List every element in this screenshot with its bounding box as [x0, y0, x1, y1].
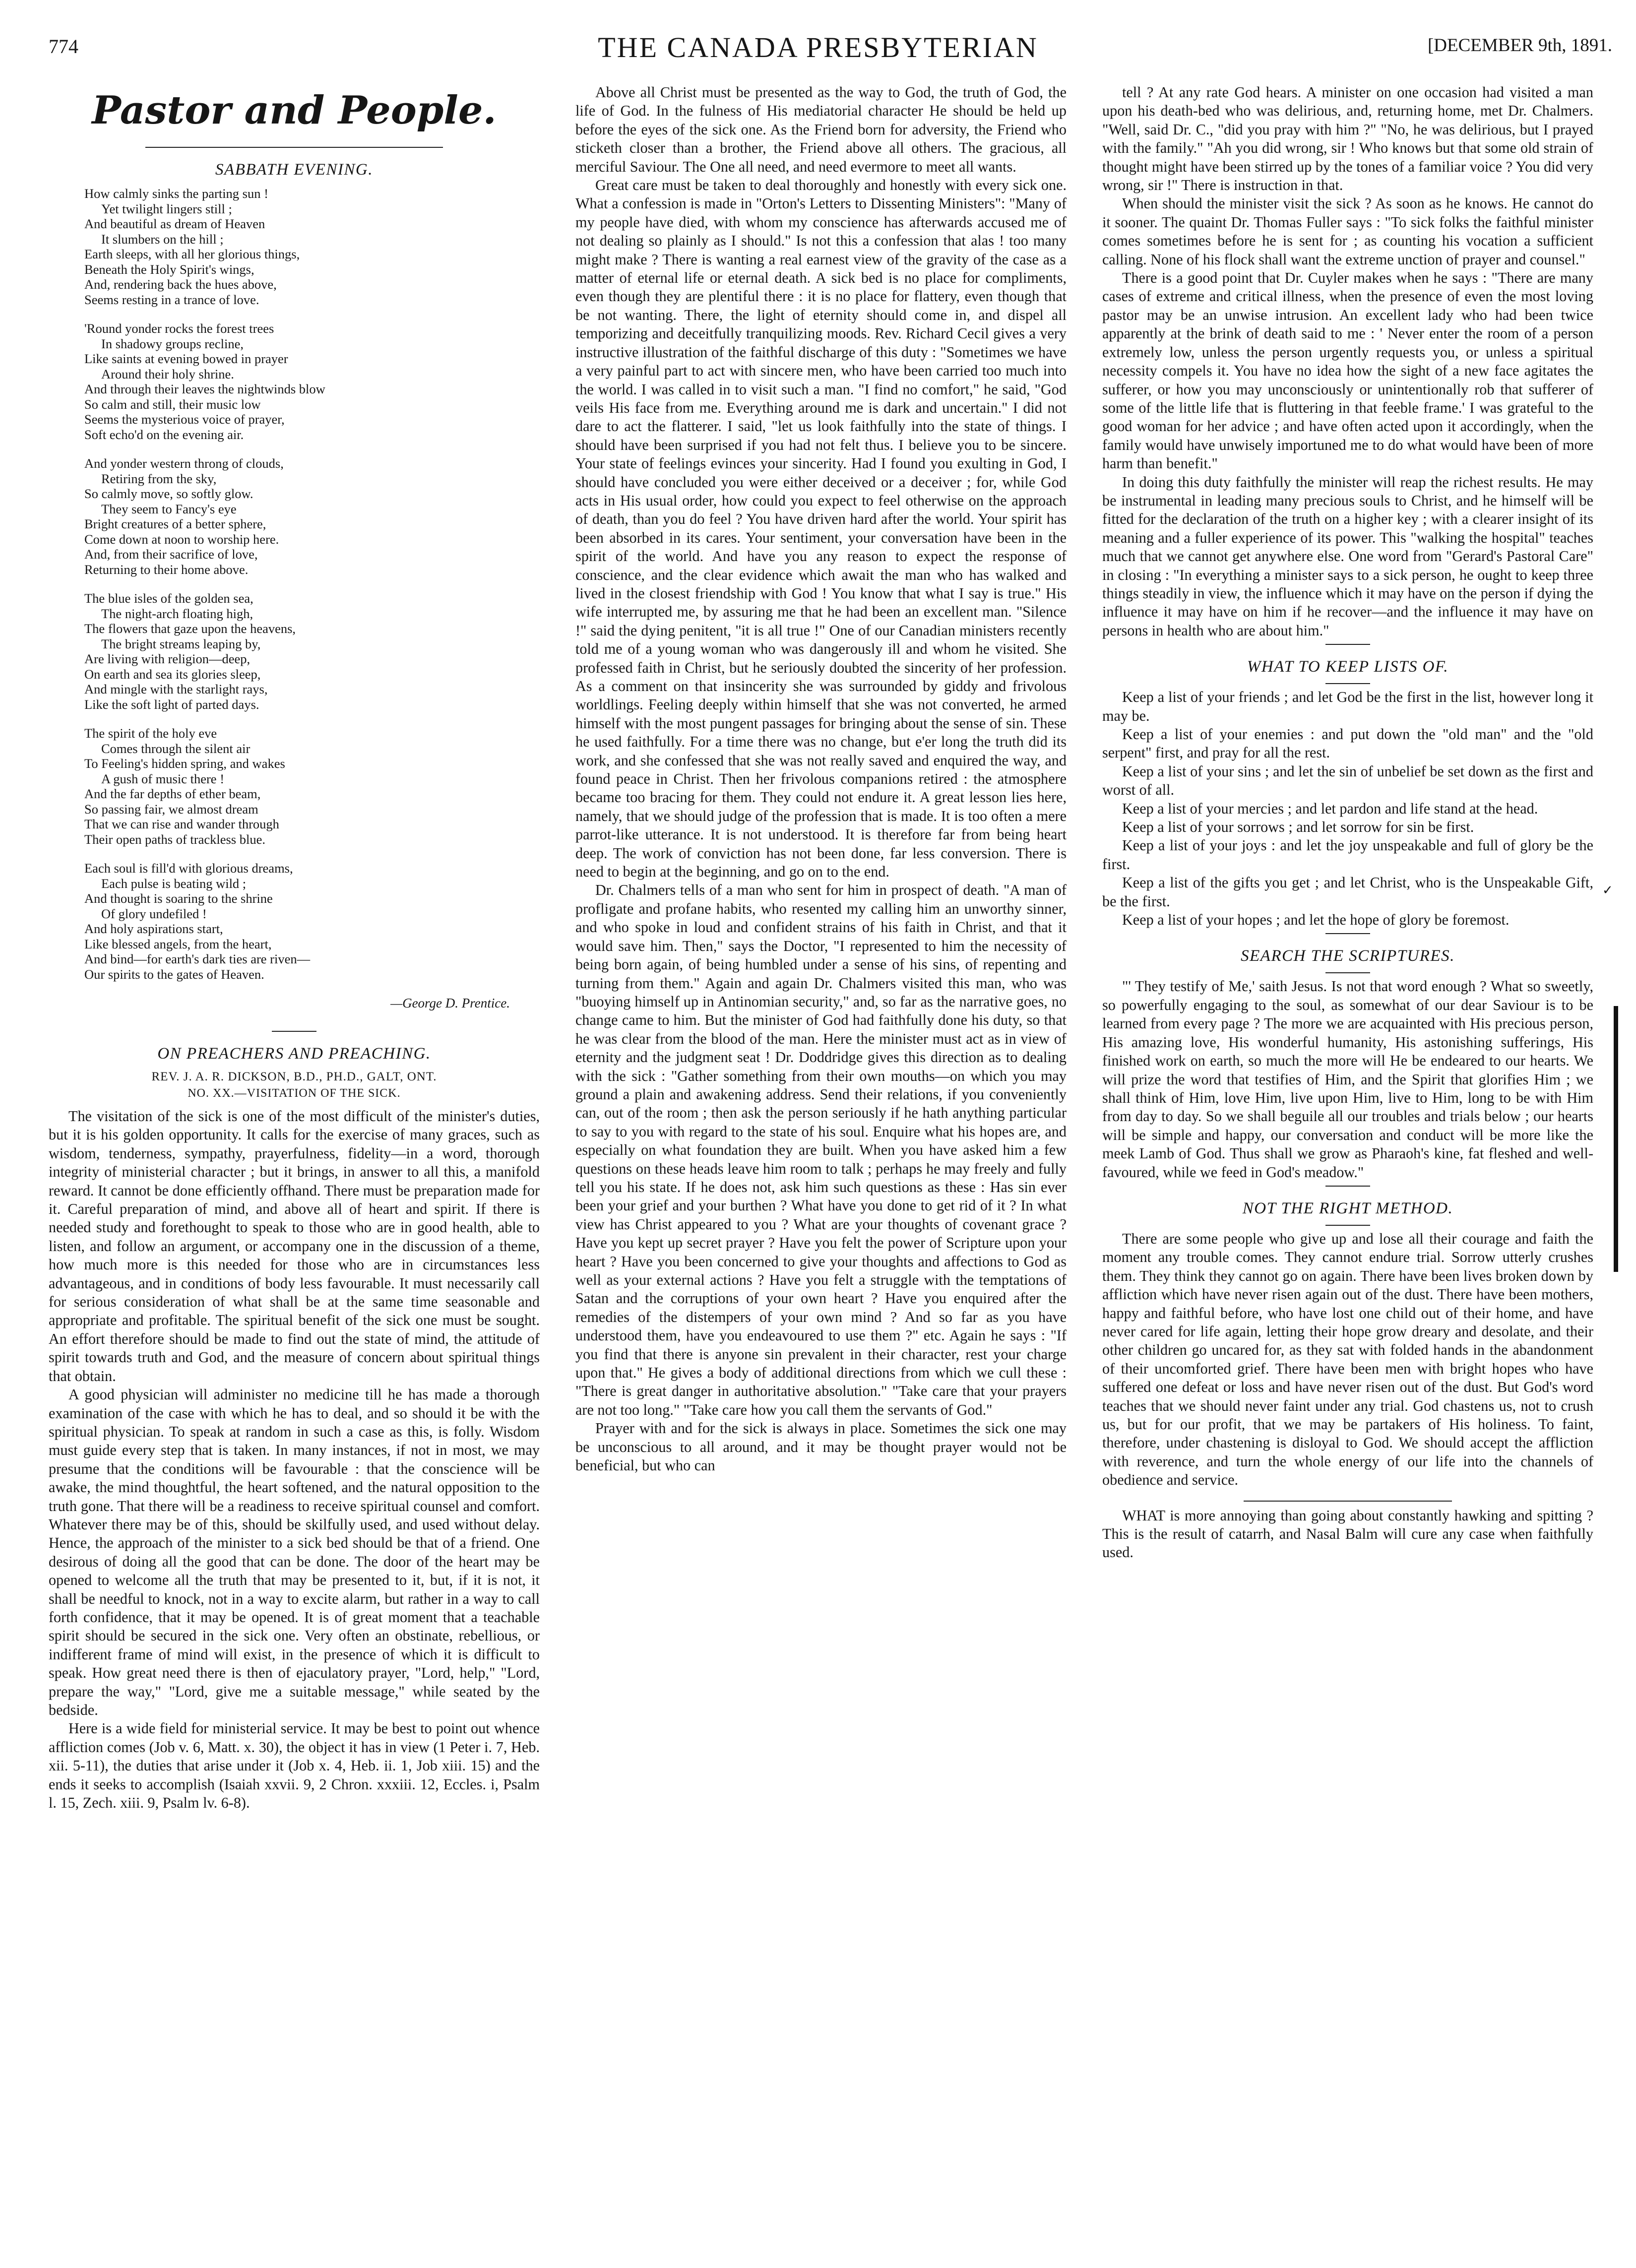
paragraph: Above all Christ must be presented as the way to God, the truth of God, the life of God. In the fulness of His mediatorial character He should be held up before the eyes of the sick one. As the Friend born for adversity, the Friend who sticketh closer than a brother, the Friend above all others. The gracious, all merciful Saviour. The One all need, and need evermore to meet all wants. [575, 84, 1067, 175]
poem-attribution: —George D. Prentice. [390, 996, 510, 1010]
article-conclusion [1102, 83, 1593, 640]
column-3 [1102, 83, 1593, 1562]
poem-line: On earth and sea its glories sleep, [84, 666, 261, 682]
scriptures-body [1102, 977, 1593, 1181]
page-header [0, 31, 1636, 70]
poem-line: It slumbers on the hill ; [101, 231, 224, 247]
section-title-method: NOT THE RIGHT METHOD. [1242, 1199, 1453, 1217]
section-title-scriptures: SEARCH THE SCRIPTURES. [1241, 947, 1455, 965]
poem-line: And, from their sacrifice of love, [84, 547, 258, 562]
poem-line: Seems resting in a trance of love. [84, 292, 259, 307]
poem-line: A gush of music there ! [101, 771, 225, 786]
section-title-lists: WHAT TO KEEP LISTS OF. [1247, 658, 1449, 676]
poem-line: 'Round yonder rocks the forest trees [84, 321, 274, 336]
rule [1325, 933, 1370, 934]
paragraph: Keep a list of the gifts you get ; and let Christ, who is the Unspeakable Gift, be the first. [1102, 874, 1593, 910]
page-number: 774 [49, 35, 78, 58]
poem-line: And mingle with the starlight rays, [84, 682, 268, 696]
rule [1325, 1186, 1370, 1187]
poem-line: Each pulse is beating wild ; [101, 876, 247, 891]
article-body [49, 1107, 540, 1812]
poem-line: That we can rise and wander through [84, 817, 279, 831]
advertisement: WHAT is more annoying than going about constantly hawking and spitting ? This is the result of catarrh, and Nasal Balm will cure any case when faithfully used. [1102, 1507, 1593, 1561]
poem-line: And through their leaves the nightwinds blow [84, 381, 325, 396]
poem-stanza [84, 861, 540, 982]
poem-line: To Feeling's hidden spring, and wakes [84, 756, 285, 771]
poem-stanza [84, 726, 540, 847]
poem-line: The night-arch floating high, [101, 606, 253, 621]
article-title: ON PREACHERS AND PREACHING. [157, 1045, 431, 1063]
paragraph: Prayer with and for the sick is always in place. Sometimes the sick one may be unconscious to all around, and it may be thought prayer would not be beneficial, but who can [575, 1420, 1067, 1474]
poem-line: And thought is soaring to the shrine [84, 891, 273, 906]
poem-line: Soft echo'd on the evening air. [84, 427, 244, 442]
poem-line: And the far depths of ether beam, [84, 786, 261, 801]
poem-line: Like the soft light of parted days. [84, 696, 259, 712]
rule [1325, 972, 1370, 973]
paragraph: In doing this duty faithfully the minister will reap the richest results. He may be instrumental in leading many precious souls to Christ, and he himself will be fitted for the declaration of the truth on a higher key ; with a clearer insight of its meaning and a fuller experience of its power. This "walking the hospital" teaches much that we cannot get anywhere else. One word from "Gerard's Pastoral Care" in closing : "In everything a minister says to a sick person, he ought to keep three things steadily in view, the influence which it may have on the person if dying the influence it may have on him if he recover—and the influence it may have on persons in health who are about him." [1102, 473, 1593, 639]
paragraph: Keep a list of your mercies ; and let pardon and life stand at the head. [1122, 800, 1538, 817]
poem-line: And yonder western throng of clouds, [84, 456, 284, 471]
paragraph: "' They testify of Me,' saith Jesus. Is not that word enough ? What so sweetly, so powerfully engaging to the soul, as somewhat of our dear Saviour is to be learned from every page ? The more we are acquainted with His precious person, His amazing love, His wonderful humanity, His astonishing sufferings, His finished work on earth, so much the more will He be endeared to our hearts. We will prize the word that testifies of Him, and the Spirit that glorifies Him ; we shall think of Him, love Him, live upon Him, live to Him, long to be with Him from day to day. So we shall beguile all our troubles and trials below ; our hearts will be simple and happy, our conversation and conduct will be more like the meek Lamb of God. Thus shall we grow as Pharaoh's kine, fat fleshed and well-favoured, while we feed in God's meadow." [1102, 978, 1593, 1181]
poem-stanza [84, 186, 540, 307]
poem-line: Retiring from the sky, [101, 471, 217, 486]
poem-title: SABBATH EVENING. [215, 161, 373, 179]
paragraph: Keep a list of your joys : and let the joy unspeakable and full of glory be the first. [1102, 837, 1593, 873]
poem-line: Are living with religion—deep, [84, 651, 251, 666]
paragraph: Dr. Chalmers tells of a man who sent for him in prospect of death. "A man of profligate and profane habits, who resented my calling him an unworthy sinner, and who spoke in loud and confident strains of his faith in Christ, and that it would save him. Then," says the Doctor, "I represented to him the necessity of being born again, of being humbled under a sense of his sins, of repenting and turning from them." Again and again Dr. Chalmers visited this man, who was "buoying himself up in Antinomian security," and, so far as the narrative goes, no change came to him. But the minister of God had faithfully done his duty, so that he was clear from the blood of the man. Here the minister must act as in view of eternity and the judgment seat ! Dr. Doddridge gives this direction as to dealing with the sick : "Gather something from their own mouths—on which you may ground a plain and awakening address. Send their relations, if you conveniently can, out of the room ; then ask the person seriously if he hath anything particular to say to you with regard to the state of his soul. Enquire what his hopes are, and especially on what foundation they are built. When you have asked him a few questions on these heads leave him room to talk ; perhaps he may freely and fully tell you his state. If he does not, ask him such questions as these : Has sin ever been your grief and your burthen ? What have you done to get rid of it ? In what view has Christ appeared to you ? What are your thoughts of covenant grace ? Have you kept up secret prayer ? Have you felt the power of Scripture upon your heart ? Have you been concerned to give your thoughts and affections to God as well as your external actions ? Have you felt a struggle with the temptations of Satan and the corruptions of your own heart ? Have you enquired after the remedies of the distempers of your own mind ? And so far as you have understood them, have you endeavoured to use them ?" etc. Again he says : "If you find that there is anyone sin prevalent in their character, rest your charge upon that." He gives a body of additional directions from which we cull these : "There is great danger in authoritative absolution." "Take care that your prayers are not too long." "Take care how you call them the servants of God." [575, 882, 1067, 1418]
poem-line: And holy aspirations start, [84, 921, 223, 936]
poem-line: Around their holy shrine. [101, 366, 234, 381]
poem-line: Come down at noon to worship here. [84, 531, 279, 547]
paragraph: There is a good point that Dr. Cuyler makes when he says : "There are many cases of extreme and critical illness, when the presence of even the most loving pastor may be an unwise intrusion. An excellent lady who had been twice apparently at the brink of death said to me : ' Never enter the room of a person extremely low, unless the person urgently requests you, or unless a spiritual necessity compels it. You have no idea how the sight of a new face agitates the sufferer, or how you may unconsciously or unintentionally rob that sufferer of some of the little life that is fluttering in that feeble frame.' I was grateful to the good woman for her advice ; and have often acted upon it accordingly, when the family would have unwisely importuned me to do what would have been of more harm than benefit." [1102, 269, 1593, 472]
poem-line: Returning to their home above. [84, 562, 249, 577]
paragraph: When should the minister visit the sick ? As soon as he knows. He cannot do it sooner. The quaint Dr. Thomas Fuller says : "To sick folks the faithful minister comes sometimes before he is sent for ; as counting his vocation a sufficient calling. None of his flock shall want the extreme unction of prayer and counsel." [1102, 195, 1593, 268]
paragraph: A good physician will administer no medicine till he has made a thorough examination of the case with which he has to deal, and so should it be with the spiritual physician. To speak at random in such a case as this, is folly. Wisdom must guide every step that is taken. In many instances, if not in most, we may presume that the conditions will be favourable : that the conscience will be awake, the mind thoughtful, the heart softened, and the natural opposition to the truth gone. That there will be a readiness to receive spiritual counsel and comfort. Whatever there may be of this, should be skilfully used, and used without delay. Hence, the approach of the minister to a sick bed should be that of a friend. One desirous of doing all the good that can be done. The door of the heart may be opened to welcome all the truth that may be presented to it, but, if it is not, it shall be needful to knock, not in a way to excite alarm, but rather in a way to call forth confidence, that it may be opened. It is of great moment that a teachable spirit should be secured in the sick one. Very often an obstinate, rebellious, or indifferent frame of mind will exist, in the presence of which it is difficult to speak. How great need there is then of ejaculatory prayer, "Lord, help," "Lord, prepare the way," "Lord, give me a suitable message," while seated by the bedside. [49, 1386, 540, 1718]
paragraph: tell ? At any rate God hears. A minister on one occasion had visited a man upon his death-bed who was delirious, and, returning home, met Dr. Chalmers. "Well, said Dr. C., "did you pray with him ?" "No, he was delirious, but I prayed with the family." "Ah you did wrong, sir ! Who knows but that some old strain of thought might have been stirred up by the tones of a familiar voice ? You did very wrong, sir !" There is instruction in that. [1102, 84, 1593, 194]
poem-line: The flowers that gaze upon the heavens, [84, 621, 296, 636]
column-1 [49, 83, 540, 1812]
issue-date: [DECEMBER 9th, 1891. [1427, 35, 1612, 56]
paragraph: Keep a list of your enemies : and put down the "old man" and the "old serpent" first, and pray for all the rest. [1102, 726, 1593, 761]
department-title: Pastor and People. [92, 88, 497, 133]
poem-line: Their open paths of trackless blue. [84, 831, 265, 847]
paragraph: Great care must be taken to deal thoroughly and honestly with every sick one. What a confession is made in "Orton's Letters to Dissenting Ministers": "Many of my people have died, with whom my conscience has afterwards accused me of not dealing so plainly as I should." Is not this a confession that alas ! too many might make ? There is wanting a real earnest view of the gravity of the case as a matter of eternal life or eternal death. A sick bed is no place for compliments, even though they are plentiful there : it is no place for flattery, even though that be not wanting. There, the light of eternity should come in, and dispel all temporizing and deceitfully tranquilizing moods. Rev. Richard Cecil gives a very instructive illustration of the faithful discharge of this duty : "Sometimes we have a very painful part to act with sincere men, who have been carried too much into the world. I was called in to visit such a man. "I find no comfort," he said, "God veils His face from me. Everything around me is dark and uncertain." I did not dare to act the flatterer. I said, "let us look faithfully into the state of things. I should have been surprised if you had not felt thus. I believe you to be sincere. Your state of feelings evinces your sincerity. Had I found you exulting in God, I should have concluded you were either deceived or a deceiver ; for, while God acts in His usual order, how could you expect to feel otherwise on the approach of death, than you do feel ? You have driven hard after the world. Your spirit has been absorbed in its cares. Your sentiment, your conversation have been in the spirit of the world. And have you any reason to expect the response of conscience, and the clear evidence which await the man who has walked and lived in the closest friendship with God ! You know that what I say is true." His wife interrupted me, by assuring me that he had been an excellent man. "Silence !" said the dying penitent, "it is all true !" One of our Canadian ministers recently told me of a young woman who was dangerously ill and whom he visited. She professed faith in Christ, but he seriously doubted the sincerity of her profession. As a comment on that insincerity she was surrounded by giddy and frivolous worldlings. Feeling deeply within himself that she was not converted, he armed himself with the most pungent passages for bringing about the sense of sin. These he used faithfully. For a time there was no change, but e'er long the truth did its work, and she confessed that she was not really saved and enquired the way, and found peace in Christ. Then her frivolous companions retired : the atmosphere became too bracing for them. They could not endure it. A great lesson lies here, namely, that we should judge of the profession that is made. It is too often a mere parrot-like utterance. It is not understood. It is therefore far from being heart deep. The work of conviction has not been done, far less conversion. There is need to begin at the beginning, and go on to the end. [575, 177, 1067, 881]
poem-stanza [84, 591, 540, 712]
lists-body [1102, 688, 1593, 929]
poem-line: Seems the mysterious voice of prayer, [84, 412, 285, 427]
poem-line: The bright streams leaping by, [101, 636, 261, 651]
paragraph: Keep a list of your sorrows ; and let sorrow for sin be first. [1122, 819, 1474, 836]
rule [1325, 683, 1370, 684]
poem-line: Each soul is fill'd with glorious dreams, [84, 861, 293, 876]
paragraph: Keep a list of your friends ; and let God be the first in the list, however long it may be. [1102, 689, 1593, 724]
column-2 [575, 83, 1067, 1475]
poem-line: Beneath the Holy Spirit's wings, [84, 261, 254, 277]
poem-line: So calmly move, so softly glow. [84, 486, 253, 501]
article-subhead: NO. XX.—VISITATION OF THE SICK. [188, 1087, 401, 1100]
poem-line: Of glory undefiled ! [101, 906, 207, 921]
rule [272, 1031, 316, 1032]
poem-body [84, 186, 540, 982]
poem-line: And bind—for earth's dark ties are riven— [84, 951, 311, 966]
rule [1325, 1225, 1370, 1226]
poem-line: And, rendering back the hues above, [84, 277, 277, 292]
rule [145, 147, 443, 148]
poem-line: In shadowy groups recline, [101, 336, 244, 351]
paragraph: There are some people who give up and lose all their courage and faith the moment any trouble comes. They cannot endure trial. Sorrow utterly crushes them. They think they cannot go on again. There have been lives broken down by affliction which have never risen again out of the dust. There have been mothers, happy and faithful before, who have lost one child out of their home, and have never cared for life again, letting their hope grow dreary and desolate, and their other children go uncared for, as they sat with folded hands in the abandonment of their uncomforted grief. There have been men with bright hopes who have suffered one defeat or loss and have never risen out of the dust. But God's word teaches that we should never faint under any trial. God chastens us, not to crush us, but for our profit, that we may be partakers of His holiness. To faint, therefore, under chastening is disloyal to God. We should accept the affliction with reverence, and turn the whole energy of our life into the channels of obedience and service. [1102, 1230, 1593, 1489]
poem-line: So passing fair, we almost dream [84, 801, 258, 817]
poem-line: Like saints at evening bowed in prayer [84, 351, 288, 366]
margin-bar [1614, 1006, 1618, 1272]
paragraph: The visitation of the sick is one of the most difficult of the minister's duties, but it is his golden opportunity. It calls for the exercise of many graces, such as wisdom, tenderness, sympathy, prayerfulness, fidelity—in a word, thorough integrity of ministerial character ; but it brings, in answer to all this, a manifold reward. It cannot be done efficiently offhand. There must be preparation made for it. Careful preparation of mind, and above all of heart and spirit. If there is needed study and forethought to speak to those who are in good health, able to listen, and follow an argument, or accompany one in the discussion of a theme, how much more is this needed for those who are in circumstances less advantageous, and in conditions of body less favourable. It must necessarily call for serious consideration of what shall be at the same time seasonable and appropriate and profitable. The spiritual benefit of the sick one must be sought. An effort therefore should be made to find out the state of mind, the attitude of spirit towards truth and God, and the measure of concern about spiritual things that obtain. [49, 1108, 540, 1385]
poem-line: Comes through the silent air [101, 741, 251, 756]
poem-stanza [84, 456, 540, 577]
poem-line: Yet twilight lingers still ; [101, 201, 232, 216]
paragraph: Keep a list of your sins ; and let the sin of unbelief be set down as the first and worst of all. [1102, 762, 1593, 799]
poem-line: The spirit of the holy eve [84, 726, 217, 741]
method-body [1102, 1230, 1593, 1490]
paragraph: Here is a wide field for ministerial service. It may be best to point out whence affliction comes (Job v. 6, Matt. x. 30), the object it has in view (1 Peter i. 7, Heb. xii. 5-11), the duties that arise under it (Job x. 4, Heb. ii. 1, Job xiii. 15) and the ends it seeks to accomplish (Isaiah xxvii. 9, 2 Chron. xxxiii. 12, Eccles. i, Psalm l. 15, Zech. xiii. 9, Psalm lv. 6-8). [49, 1720, 540, 1812]
poem-line: Our spirits to the gates of Heaven. [84, 966, 264, 982]
rule [1244, 1501, 1452, 1502]
rule [1325, 644, 1370, 645]
poem-line: Like blessed angels, from the heart, [84, 936, 272, 951]
poem-line: Earth sleeps, with all her glorious things, [84, 247, 300, 261]
poem-line: Bright creatures of a better sphere, [84, 516, 266, 531]
poem-line: The blue isles of the golden sea, [84, 591, 253, 606]
article-continuation [575, 83, 1067, 1475]
paragraph: Keep a list of your hopes ; and let the hope of glory be foremost. [1122, 911, 1510, 929]
poem-line: They seem to Fancy's eye [101, 501, 237, 516]
poem-stanza [84, 321, 540, 442]
publication-title: THE CANADA PRESBYTERIAN [598, 31, 1038, 63]
poem-line: So calm and still, their music low [84, 396, 261, 412]
margin-mark: ✓ [1602, 883, 1613, 897]
poem-line: How calmly sinks the parting sun ! [84, 186, 268, 201]
article-byline: REV. J. A. R. DICKSON, B.D., PH.D., GALT, ONT. [151, 1070, 437, 1083]
poem-line: And beautiful as dream of Heaven [84, 216, 265, 231]
